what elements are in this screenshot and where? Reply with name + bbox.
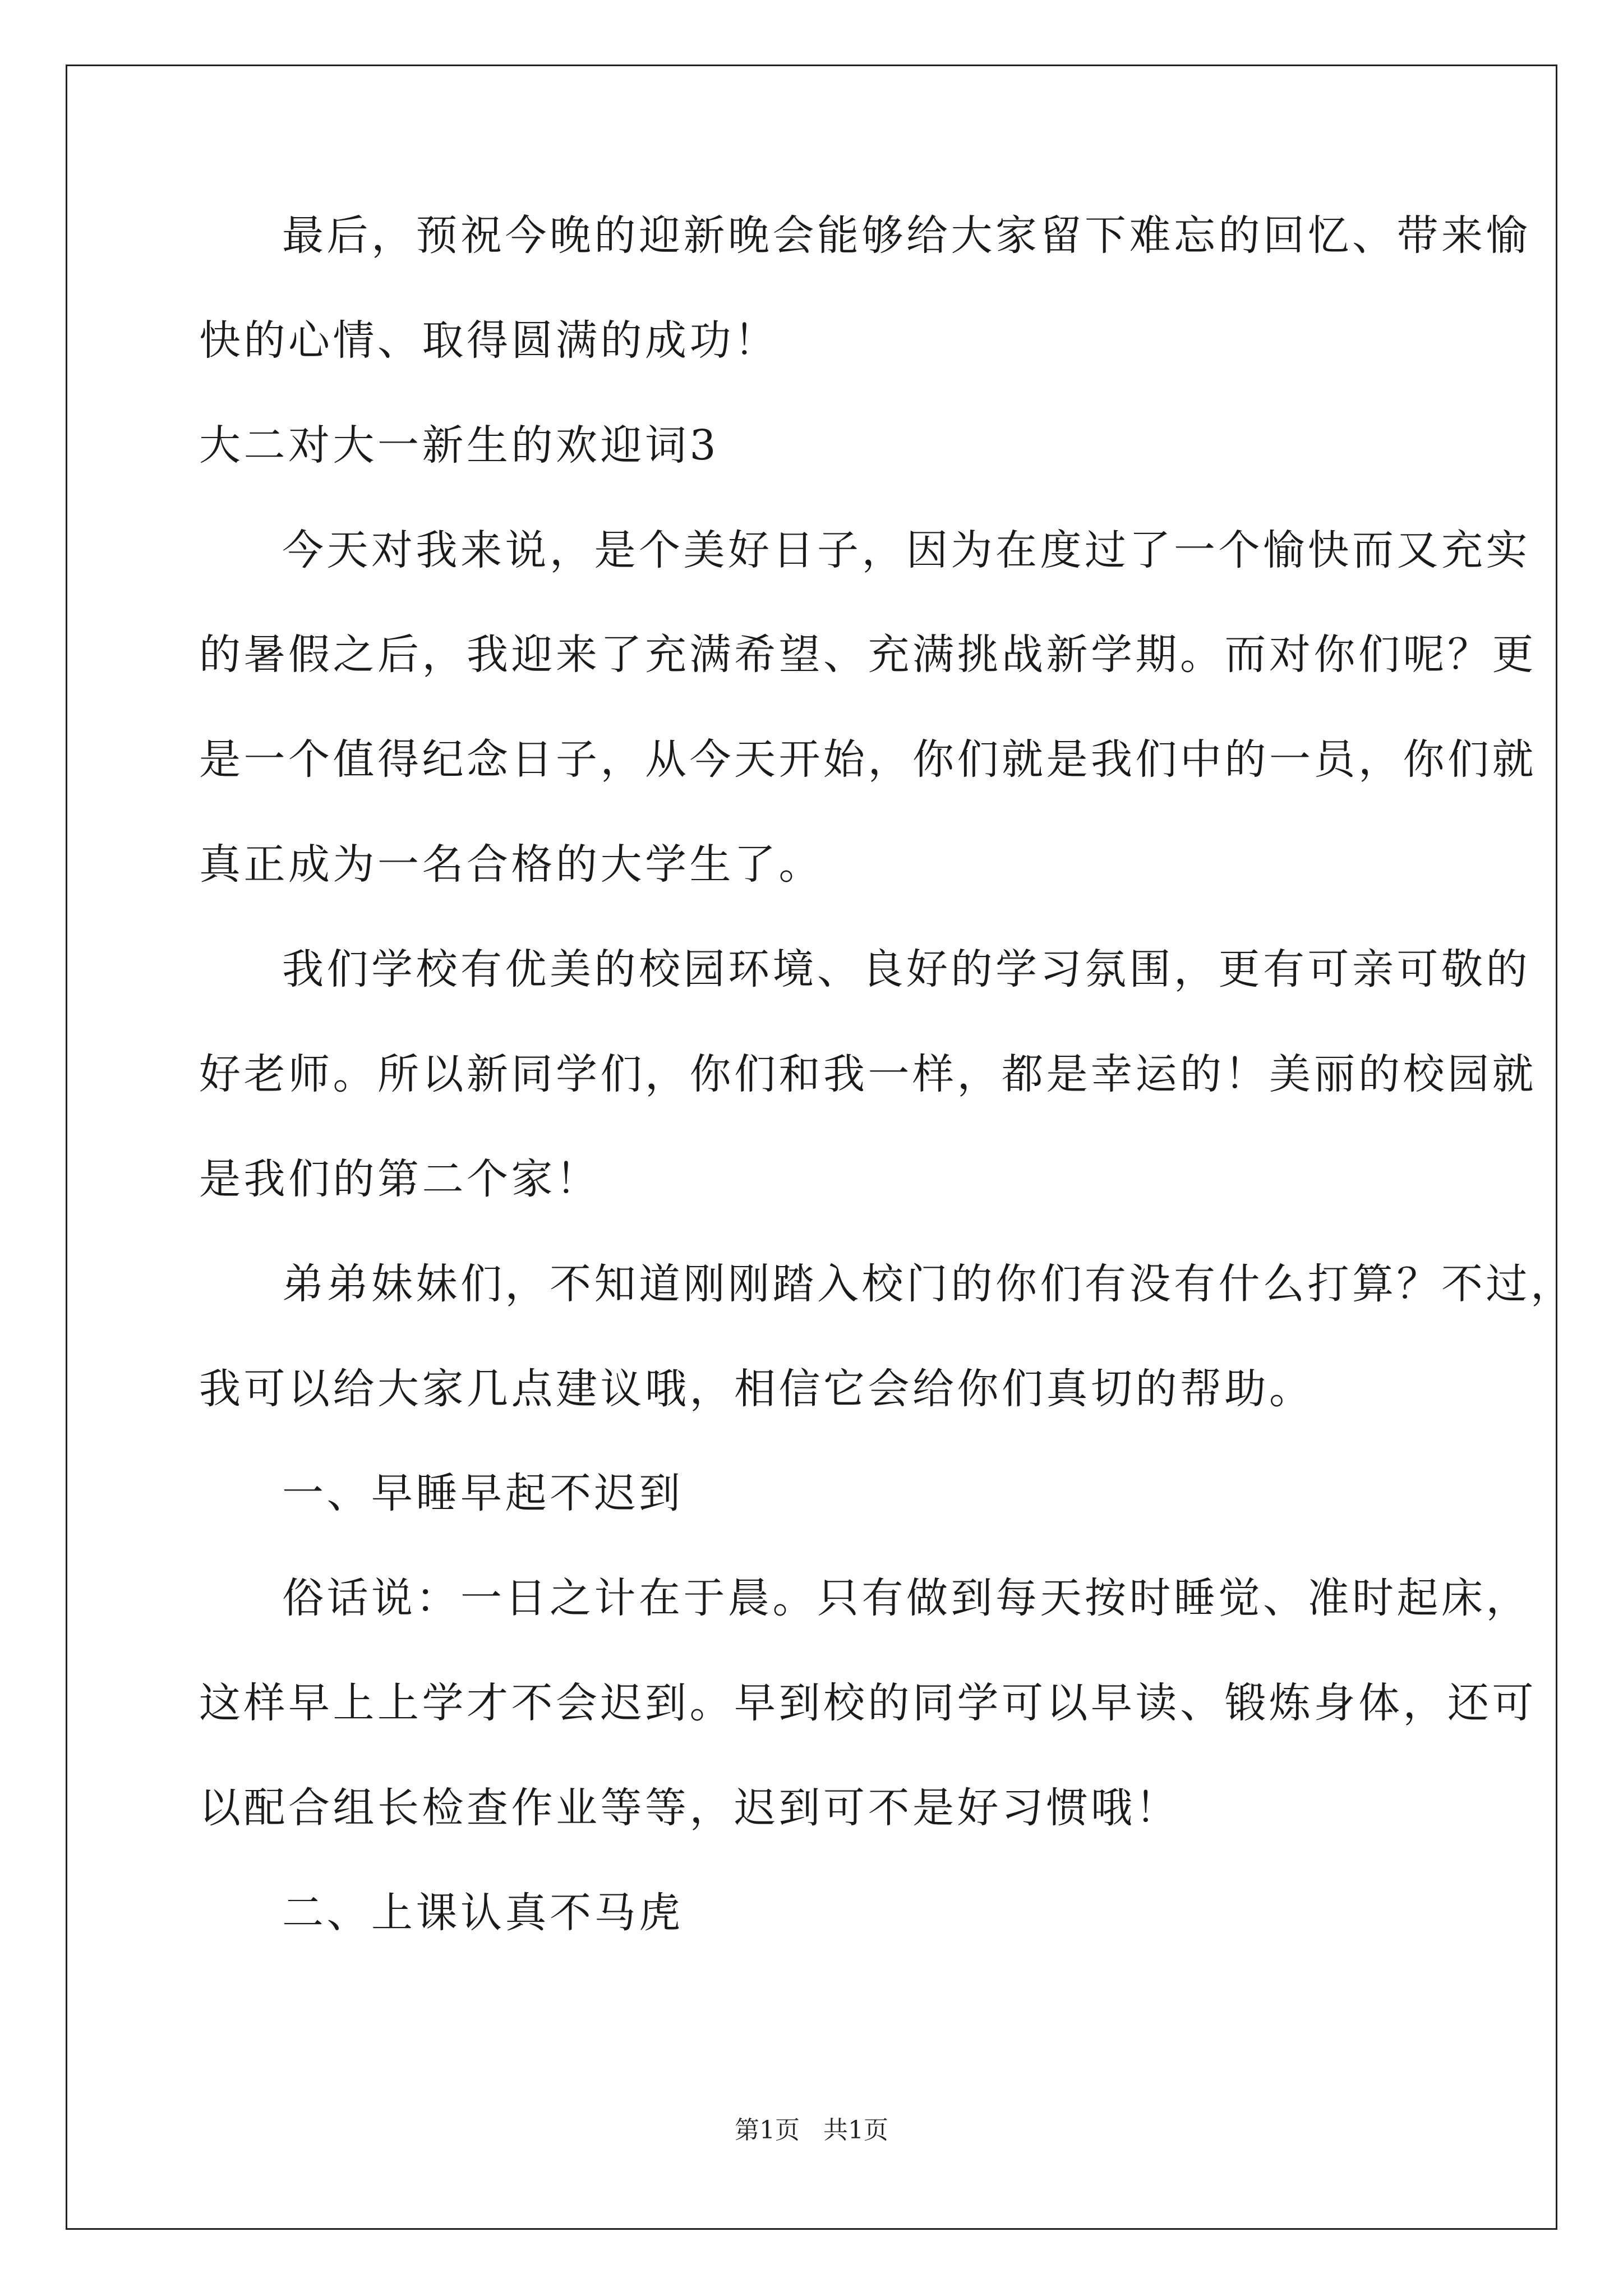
paragraph-line: 是一个值得纪念日子，从今天开始，你们就是我们中的一员，你们就 [199,735,1537,784]
subheading: 一、早睡早起不迟到 [282,1469,684,1517]
paragraph-line: 这样早上上学才不会迟到。早到校的同学可以早读、锻炼身体，还可 [199,1679,1537,1727]
paragraph-line: 我们学校有优美的校园环境、良好的学习氛围，更有可亲可敬的 [282,945,1530,993]
paragraph-line: 今天对我来说，是个美好日子，因为在度过了一个愉快而又充实 [282,526,1530,574]
paragraph-line: 弟弟妹妹们，不知道刚刚踏入校门的你们有没有什么打算？不过， [282,1260,1575,1308]
paragraph-line: 我可以给大家几点建议哦，相信它会给你们真切的帮助。 [199,1365,1314,1413]
paragraph-line: 最后，预祝今晚的迎新晚会能够给大家留下难忘的回忆、带来愉 [282,211,1530,260]
paragraph-line: 的暑假之后，我迎来了充满希望、充满挑战新学期。而对你们呢？更 [199,631,1537,679]
paragraph-line: 是我们的第二个家！ [199,1155,601,1203]
page-number-footer: 第1页 共1页 [735,2116,888,2145]
paragraph-line: 好老师。所以新同学们，你们和我一样，都是幸运的！美丽的校园就 [199,1050,1537,1098]
subheading: 二、上课认真不马虎 [282,1889,684,1937]
paragraph-line: 快的心情、取得圆满的成功！ [199,316,779,365]
paragraph-line: 俗话说：一日之计在于晨。只有做到每天按时睡觉、准时起床， [282,1574,1530,1622]
section-heading: 大二对大一新生的欢迎词3 [199,421,720,470]
paragraph-line: 真正成为一名合格的大学生了。 [199,840,823,889]
paragraph-line: 以配合组长检查作业等等，迟到可不是好习惯哦！ [199,1784,1180,1832]
